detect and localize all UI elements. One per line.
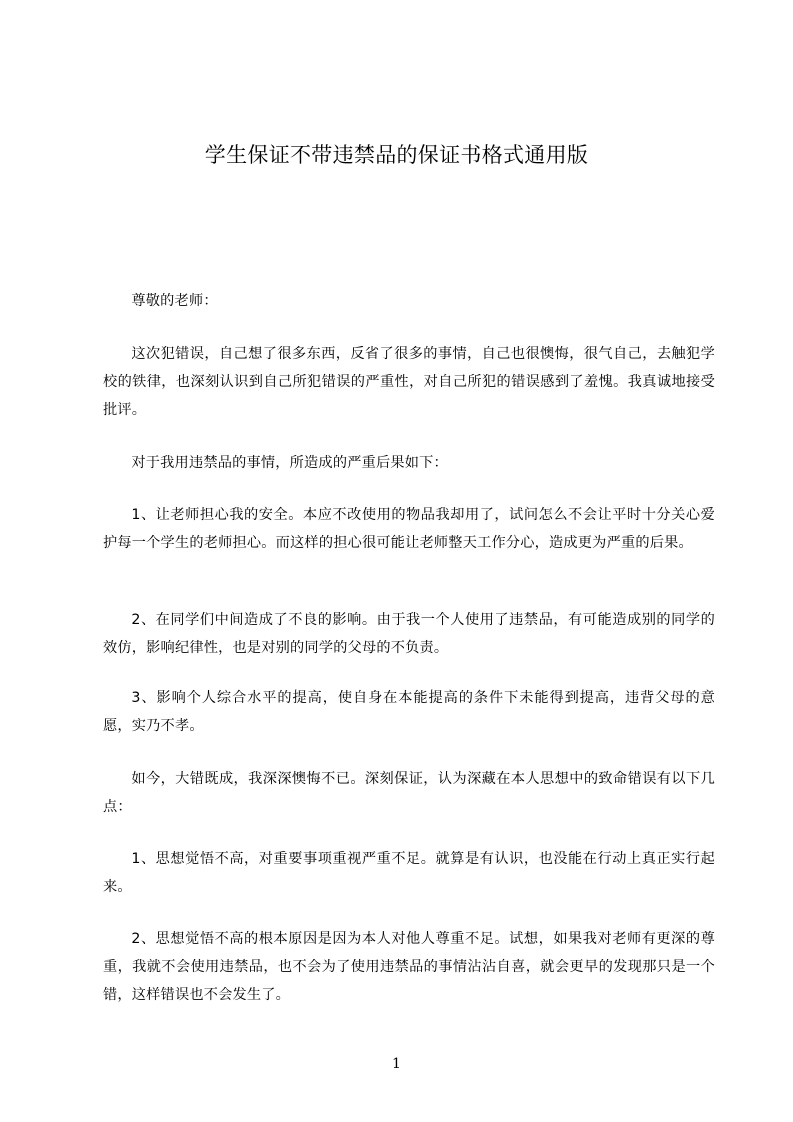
paragraph-consequence-2: 2、在同学们中间造成了不良的影响。由于我一个人使用了违禁品，有可能造成别的同学的效仿，影响纪律性，也是对别的同学的父母的不负责。: [103, 612, 715, 656]
paragraph-error-2: 2、思想觉悟不高的根本原因是因为本人对他人尊重不足。试想，如果我对老师有更深的尊重，我就不会使用违禁品，也不会为了使用违禁品的事情沾沾自喜，就会更早的发现那只是一个错，这样错误也不会发生了。: [103, 931, 715, 1003]
paragraph-reflection: 这次犯错误，自己想了很多东西，反省了很多的事情，自己也很懊悔，很气自己，去触犯学校的铁律，也深刻认识到自己所犯错误的严重性，对自己所犯的错误感到了羞愧。我真诚地接受批评。: [103, 346, 715, 418]
salutation: 尊敬的老师：: [131, 293, 218, 309]
paragraph-consequences-intro: 对于我用违禁品的事情，所造成的严重后果如下：: [131, 455, 448, 471]
paragraph-consequence-1: 1、让老师担心我的安全。本应不改使用的物品我却用了，试问怎么不会让平时十分关心爱护每一个学生的老师担心。而这样的担心很可能让老师整天工作分心，造成更为严重的后果。: [103, 507, 715, 551]
paragraph-consequence-3: 3、影响个人综合水平的提高，使自身在本能提高的条件下未能得到提高，违背父母的意愿，实乃不孝。: [103, 690, 715, 734]
paragraph-error-1: 1、思想觉悟不高，对重要事项重视严重不足。就算是有认识，也没能在行动上真正实行起来。: [103, 851, 715, 895]
page-number: 1: [392, 1056, 401, 1072]
document-title: 学生保证不带违禁品的保证书格式通用版: [204, 143, 589, 167]
paragraph-reflection-intro: 如今，大错既成，我深深懊悔不已。深刻保证，认为深藏在本人思想中的致命错误有以下几点：: [103, 771, 715, 815]
